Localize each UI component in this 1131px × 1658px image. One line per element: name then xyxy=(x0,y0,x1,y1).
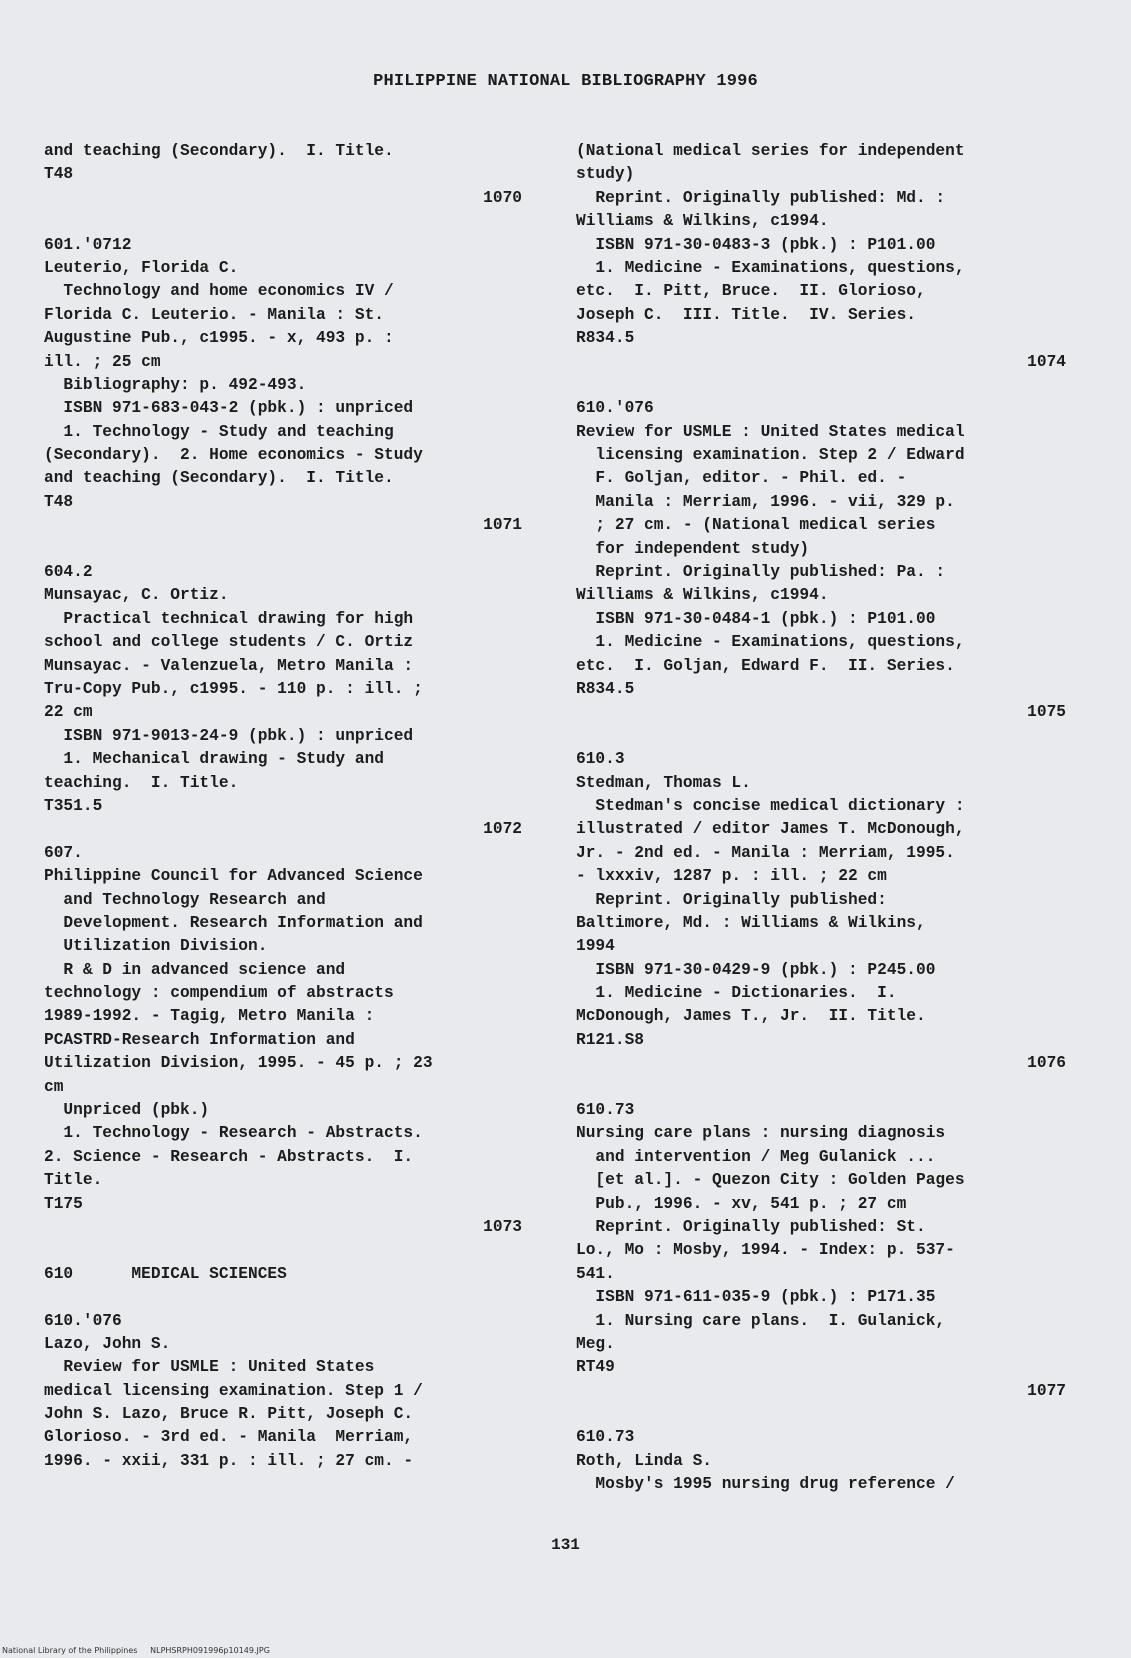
text-line: [et al.]. - Quezon City : Golden Pages xyxy=(576,1171,965,1190)
text-line: Leuterio, Florida C. xyxy=(44,258,239,277)
page-number: 131 xyxy=(551,1536,580,1554)
text-line: R834.5 xyxy=(576,679,635,698)
left-column xyxy=(44,140,522,1473)
text-line: Review for USMLE : United States xyxy=(44,1358,375,1377)
text-line: 1. Medicine - Examinations, questions, xyxy=(576,633,965,652)
text-line: school and college students / C. Ortiz xyxy=(44,633,414,652)
text-line: Tru-Copy Pub., c1995. - 110 p. : ill. ; xyxy=(44,679,423,698)
text-line: Williams & Wilkins, c1994. xyxy=(576,212,829,231)
entry-number: 1076 xyxy=(1027,1054,1066,1073)
text-line: Baltimore, Md. : Williams & Wilkins, xyxy=(576,913,926,932)
text-line: ill. ; 25 cm xyxy=(44,352,161,371)
text-line: 610.'076 xyxy=(44,1311,122,1330)
text-line: R & D in advanced science and xyxy=(44,960,346,979)
scan-credit: National Library of the Philippines NLPHSRPH091996p10149.JPG xyxy=(2,1646,270,1655)
text-line: 1. Technology - Study and teaching xyxy=(44,422,394,441)
text-line: Lo., Mo : Mosby, 1994. - Index: p. 537- xyxy=(576,1241,955,1260)
text-line: Stedman's concise medical dictionary : xyxy=(576,796,965,815)
text-line: Florida C. Leuterio. - Manila : St. xyxy=(44,305,384,324)
text-line: ISBN 971-9013-24-9 (pbk.) : unpriced xyxy=(44,726,414,745)
text-line: and Technology Research and xyxy=(44,890,326,909)
text-line: Unpriced (pbk.) xyxy=(44,1101,210,1120)
text-line: Title. xyxy=(44,1171,103,1190)
text-line: T48 xyxy=(44,492,74,511)
text-line: Reprint. Originally published: Md. : xyxy=(576,188,946,207)
text-line: John S. Lazo, Bruce R. Pitt, Joseph C. xyxy=(44,1405,414,1424)
text-line: teaching. I. Title. xyxy=(44,773,239,792)
text-line: 610.'076 xyxy=(576,399,654,418)
text-line: Utilization Division, 1995. - 45 p. ; 23 xyxy=(44,1054,433,1073)
text-line: PCASTRD-Research Information and xyxy=(44,1030,355,1049)
blank-line xyxy=(576,1076,1066,1099)
text-line: Mosby's 1995 nursing drug reference / xyxy=(576,1475,955,1494)
text-line: 1996. - xxii, 331 p. : ill. ; 27 cm. - xyxy=(44,1451,414,1470)
text-line: 610.73 xyxy=(576,1428,635,1447)
text-line: and teaching (Secondary). I. Title. xyxy=(44,469,394,488)
text-line: ISBN 971-611-035-9 (pbk.) : P171.35 xyxy=(576,1288,936,1307)
blank-line xyxy=(44,538,522,561)
blank-line xyxy=(576,1403,1066,1426)
entry-number: 1070 xyxy=(483,188,522,207)
entry-number: 1074 xyxy=(1027,352,1066,371)
text-line: (National medical series for independent xyxy=(576,142,965,160)
text-line: - lxxxiv, 1287 p. : ill. ; 22 cm xyxy=(576,867,887,886)
text-line: medical licensing examination. Step 1 / xyxy=(44,1381,423,1400)
entry-number: 1077 xyxy=(1027,1381,1066,1400)
text-line: Review for USMLE : United States medical xyxy=(576,422,965,441)
text-line: etc. I. Goljan, Edward F. II. Series. xyxy=(576,656,955,675)
text-line: 1. Nursing care plans. I. Gulanick, xyxy=(576,1311,946,1330)
text-line: R121.S8 xyxy=(576,1030,644,1049)
text-line: ISBN 971-30-0484-1 (pbk.) : P101.00 xyxy=(576,609,936,628)
blank-line xyxy=(576,725,1066,748)
text-line: T351.5 xyxy=(44,796,103,815)
text-line: licensing examination. Step 2 / Edward xyxy=(576,446,965,465)
right-column xyxy=(576,140,1066,1497)
text-line: 1. Medicine - Examinations, questions, xyxy=(576,258,965,277)
entry-number: 1071 xyxy=(483,516,522,535)
text-line: Reprint. Originally published: xyxy=(576,890,887,909)
text-line: 610.3 xyxy=(576,750,625,769)
text-line: for independent study) xyxy=(576,539,810,558)
text-line: Williams & Wilkins, c1994. xyxy=(576,586,829,605)
page-title: PHILIPPINE NATIONAL BIBLIOGRAPHY 1996 xyxy=(373,72,758,91)
text-line: Glorioso. - 3rd ed. - Manila Merriam, xyxy=(44,1428,414,1447)
text-line: Development. Research Information and xyxy=(44,913,423,932)
text-line: Munsayac. - Valenzuela, Metro Manila : xyxy=(44,656,414,675)
text-line: 1. Technology - Research - Abstracts. xyxy=(44,1124,423,1143)
text-line: Jr. - 2nd ed. - Manila : Merriam, 1995. xyxy=(576,843,955,862)
text-line: (Secondary). 2. Home economics - Study xyxy=(44,446,423,465)
text-line: 604.2 xyxy=(44,563,93,582)
text-line: 22 cm xyxy=(44,703,93,722)
text-line: RT49 xyxy=(576,1358,615,1377)
text-line: study) xyxy=(576,165,635,184)
text-line: ISBN 971-683-043-2 (pbk.) : unpriced xyxy=(44,399,414,418)
text-line: and teaching (Secondary). I. Title. xyxy=(44,142,394,160)
text-line: 1989-1992. - Tagig, Metro Manila : xyxy=(44,1007,375,1026)
text-line: cm xyxy=(44,1077,64,1096)
entry-number: 1075 xyxy=(1027,703,1066,722)
text-line: Practical technical drawing for high xyxy=(44,609,414,628)
text-line: 610.73 xyxy=(576,1101,635,1120)
text-line: Nursing care plans : nursing diagnosis xyxy=(576,1124,946,1143)
text-line: R834.5 xyxy=(576,329,635,348)
entry-number: 1073 xyxy=(483,1217,522,1236)
text-line: Munsayac, C. Ortiz. xyxy=(44,586,229,605)
text-line: 610 MEDICAL SCIENCES xyxy=(44,1264,287,1283)
text-line: Utilization Division. xyxy=(44,937,268,956)
text-line: 541. xyxy=(576,1264,615,1283)
text-line: 2. Science - Research - Abstracts. I. xyxy=(44,1147,414,1166)
text-line: technology : compendium of abstracts xyxy=(44,984,394,1003)
text-line: ISBN 971-30-0483-3 (pbk.) : P101.00 xyxy=(576,235,936,254)
text-line: F. Goljan, editor. - Phil. ed. - xyxy=(576,469,907,488)
text-line: illustrated / editor James T. McDonough, xyxy=(576,820,965,839)
text-line: 601.'0712 xyxy=(44,235,132,254)
blank-line xyxy=(44,1286,522,1309)
text-line: 607. xyxy=(44,843,83,862)
text-line: Stedman, Thomas L. xyxy=(576,773,751,792)
text-line: Augustine Pub., c1995. - x, 493 p. : xyxy=(44,329,394,348)
text-line: Philippine Council for Advanced Science xyxy=(44,867,423,886)
text-line: Meg. xyxy=(576,1334,615,1353)
text-line: Technology and home economics IV / xyxy=(44,282,394,301)
text-line: Lazo, John S. xyxy=(44,1334,171,1353)
text-line: T175 xyxy=(44,1194,83,1213)
text-line: T48 xyxy=(44,165,74,184)
text-line: Joseph C. III. Title. IV. Series. xyxy=(576,305,916,324)
text-line: Manila : Merriam, 1996. - vii, 329 p. xyxy=(576,492,955,511)
text-line: Reprint. Originally published: St. xyxy=(576,1217,926,1236)
blank-line xyxy=(44,1239,522,1262)
text-line: Pub., 1996. - xv, 541 p. ; 27 cm xyxy=(576,1194,907,1213)
text-line: McDonough, James T., Jr. II. Title. xyxy=(576,1007,926,1026)
entry-number: 1072 xyxy=(483,820,522,839)
text-line: ; 27 cm. - (National medical series xyxy=(576,516,936,535)
text-line: 1. Medicine - Dictionaries. I. xyxy=(576,984,897,1003)
blank-line xyxy=(44,210,522,233)
text-line: 1994 xyxy=(576,937,615,956)
text-line: 1. Mechanical drawing - Study and xyxy=(44,750,384,769)
text-line: and intervention / Meg Gulanick ... xyxy=(576,1147,936,1166)
text-line: ISBN 971-30-0429-9 (pbk.) : P245.00 xyxy=(576,960,936,979)
blank-line xyxy=(576,374,1066,397)
text-line: Roth, Linda S. xyxy=(576,1451,712,1470)
text-line: Reprint. Originally published: Pa. : xyxy=(576,563,946,582)
text-line: etc. I. Pitt, Bruce. II. Glorioso, xyxy=(576,282,926,301)
text-line: Bibliography: p. 492-493. xyxy=(44,375,307,394)
